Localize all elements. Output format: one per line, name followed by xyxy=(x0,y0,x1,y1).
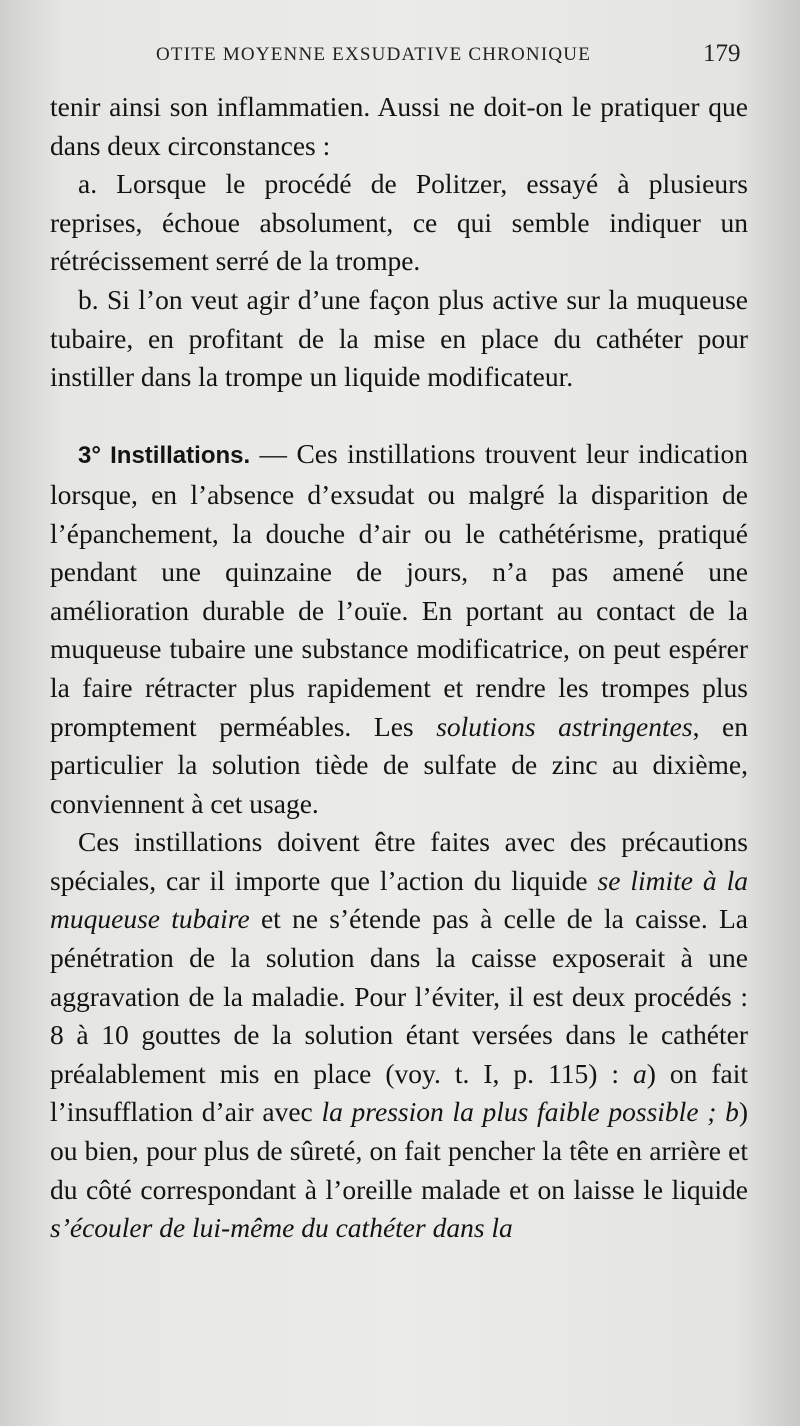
page-number: 179 xyxy=(703,40,741,67)
body-text xyxy=(50,88,748,1248)
italic-run: se limite à la muqueuse tubaire xyxy=(50,864,748,935)
section-heading: 3° Instillations. xyxy=(78,442,251,470)
running-title: OTITE MOYENNE EXSUDATIVE CHRONIQUE xyxy=(156,44,592,65)
paragraph-instillations xyxy=(50,435,748,823)
text-run: ) on fait l’insufflation d’air avec xyxy=(50,1057,748,1128)
paragraph-item-a: a. Lorsque le procédé de Politzer, essayé à plusieurs reprises, échoue absolument, ce qui semble indiquer un rétrécissement serré de la trompe. xyxy=(50,168,748,277)
text-run: et ne s’étende pas à celle de la caisse. La pénétration de la solution dans la caisse exposerait à une aggravation de la maladie. Pour l’éviter, il est deux procédés : 8 à 10 gouttes de la solution étant versées dans le cathéter préalablement mis en place (voy. t. I, p. 115) : xyxy=(50,903,748,1089)
text-run: — Ces instillations trouvent leur indication lorsque, en l’absence d’exsudat ou malgré la disparition de l’épanchement, la douche d’air ou le cathétérisme, pratiqué pendant une quinzaine de jours, n’a pas amené une amélioration durable de l’ouïe. En portant au contact de la muqueuse tubaire une substance modificatrice, on peut espérer la faire rétracter plus rapidement et rendre les trompes plus promptement perméables. Les xyxy=(50,438,748,742)
italic-run: b xyxy=(725,1096,739,1128)
italic-run: a xyxy=(632,1057,647,1089)
text-run: Ces instillations doivent être faites avec des précautions spéciales, car il importe que l’action du liquide xyxy=(50,826,748,896)
text-run: ) ou bien, pour plus de sûreté, on fait pencher la tête en arrière et du côté correspondant à l’oreille malade et on laisse le liquide xyxy=(50,1096,749,1205)
page-header xyxy=(0,40,800,74)
text-run xyxy=(716,1096,725,1127)
paragraph-item-b: b. Si l’on veut agir d’une façon plus active sur la muqueuse tubaire, en profitant de la mise en place du cathéter pour instiller dans la trompe un liquide modificateur. xyxy=(50,283,748,393)
italic-run: la pression la plus faible possible ; xyxy=(321,1096,717,1128)
paragraph-1: tenir ainsi son inflammatien. Aussi ne doit-on le pratiquer que dans deux circonstances : xyxy=(50,91,748,161)
paragraph-precautions xyxy=(50,823,748,1248)
text-run: , en particulier la solution tiède de sulfate de zinc au dixième, conviennent à cet usage. xyxy=(50,710,748,819)
italic-run: solutions astringentes xyxy=(436,710,693,742)
italic-run: s’écouler de lui-même du cathéter dans la xyxy=(50,1212,513,1244)
